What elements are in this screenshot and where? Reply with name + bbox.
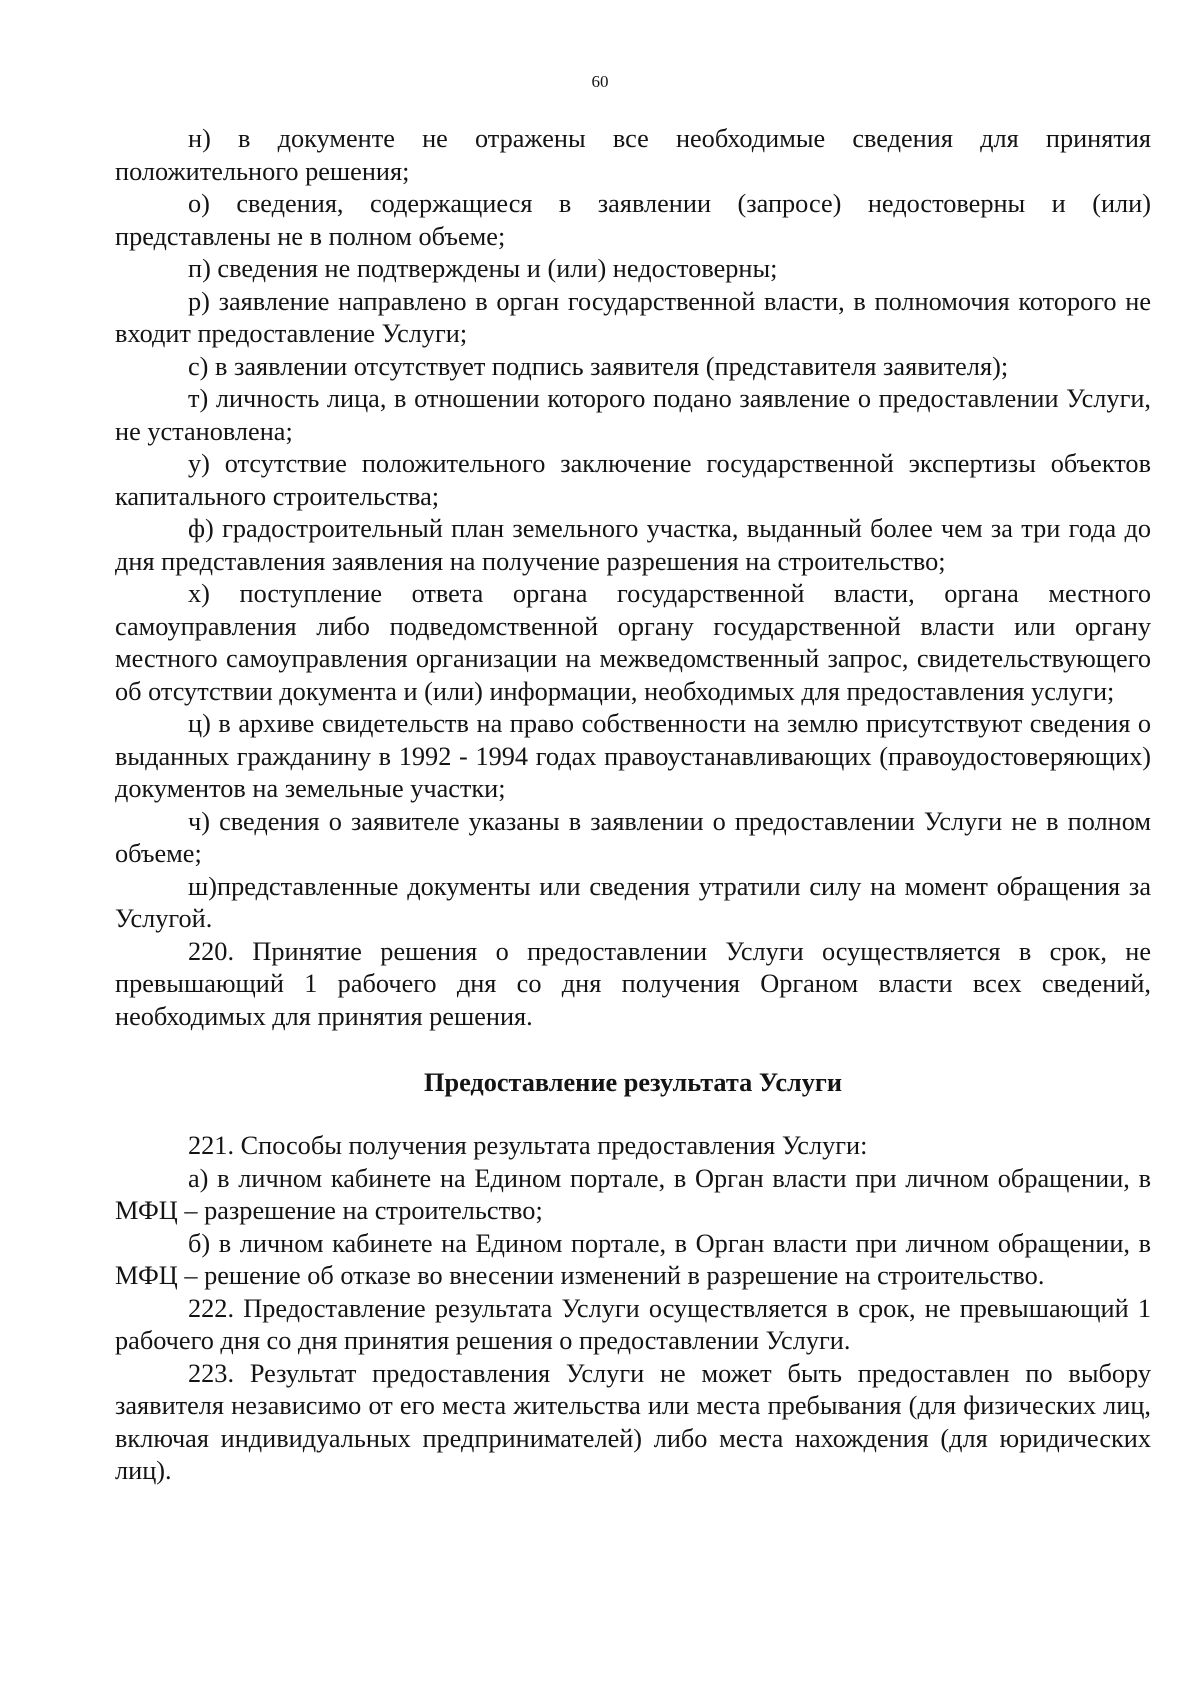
list-item-r: р) заявление направлено в орган государственной власти, в полномочия которого не входит предоставление Услуги;	[115, 286, 1151, 348]
list-item-p: п) сведения не подтверждены и (или) недостоверны;	[188, 254, 778, 283]
clause-221-item-a: а) в личном кабинете на Едином портале, в Орган власти при личном обращении, в МФЦ – разрешение на строительство;	[115, 1163, 1151, 1225]
list-item-t: т) личность лица, в отношении которого подано заявление о предоставлении Услуги, не установлена;	[115, 384, 1151, 446]
page-number: 60	[591, 72, 609, 91]
list-item-s: с) в заявлении отсутствует подпись заявителя (представителя заявителя);	[188, 351, 1009, 381]
list-item-f: ф) градостроительный план земельного участка, выданный более чем за три года до дня представления заявления на получение разрешения на строительство;	[115, 514, 1151, 576]
list-item-n: н) в документе не отражены все необходимые сведения для принятия положительного решения;	[115, 124, 1151, 186]
list-item-ch: ч) сведения о заявителе указаны в заявлении о предоставлении Услуги не в полном объеме;	[115, 806, 1151, 868]
list-item-o: о) сведения, содержащиеся в заявлении (запросе) недостоверны и (или) представлены не в полном объеме;	[115, 189, 1151, 251]
clause-222: 222. Предоставление результата Услуги осуществляется в срок, не превышающий 1 рабочего дня со дня принятия решения о предоставлении Услуги.	[115, 1293, 1151, 1355]
list-item-u: у) отсутствие положительного заключение государственной экспертизы объектов капитального строительства;	[115, 449, 1151, 511]
section-heading: Предоставление результата Услуги	[423, 1068, 842, 1097]
document-body	[115, 123, 1151, 1488]
clause-223: 223. Результат предоставления Услуги не может быть предоставлен по выбору заявителя независимо от его места жительства или места пребывания (для физических лиц, включая индивидуальных предпринимателей) либо места нахождения (для юридических лиц).	[115, 1358, 1151, 1485]
clause-221-item-b: б) в личном кабинете на Едином портале, в Орган власти при личном обращении, в МФЦ – решение об отказе во внесении изменений в разрешение на строительство.	[115, 1228, 1151, 1290]
clause-221: 221. Способы получения результата предоставления Услуги:	[188, 1131, 868, 1160]
list-item-ts: ц) в архиве свидетельств на право собственности на землю присутствуют сведения о выданных гражданину в 1992 - 1994 годах правоустанавливающих (правоудостоверяющих) документов на земельные участки;	[115, 709, 1151, 803]
list-item-sh: ш)представленные документы или сведения утратили силу на момент обращения за Услугой.	[115, 871, 1151, 933]
list-item-kh: х) поступление ответа органа государственной власти, органа местного самоуправления либо подведомственной органу государственной власти или органу местного самоуправления организации на межведомственный запрос, свидетельствующего об отсутствии документа и (или) информации, необходимых для предоставления услуги;	[115, 579, 1151, 706]
clause-220: 220. Принятие решения о предоставлении Услуги осуществляется в срок, не превышающий 1 рабочего дня со дня получения Органом власти всех сведений, необходимых для принятия решения.	[115, 936, 1151, 1031]
